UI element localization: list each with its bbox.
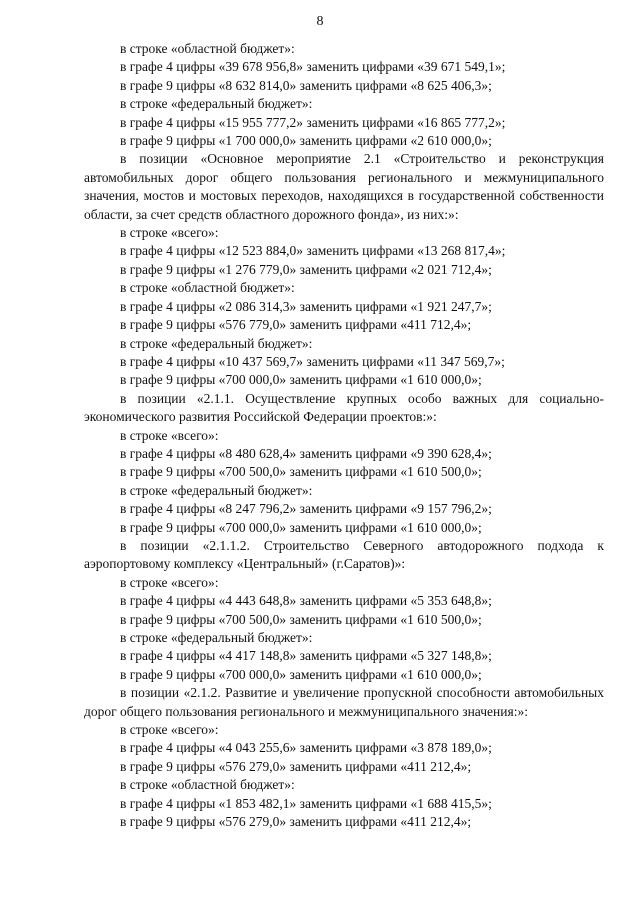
text-line: в графе 4 цифры «10 437 569,7» заменить цифрами «11 347 569,7»; [120,353,505,369]
text-line: в графе 4 цифры «15 955 777,2» заменить цифрами «16 865 777,2»; [120,114,506,130]
document-body [84,40,604,831]
text-line: в строке «федеральный бюджет»: [120,96,313,112]
text-line: в графе 9 цифры «700 000,0» заменить цифрами «1 610 000,0»; [120,519,482,535]
text-line: в графе 9 цифры «700 000,0» заменить цифрами «1 610 000,0»; [120,666,482,682]
text-line: в графе 4 цифры «2 086 314,3» заменить цифрами «1 921 247,7»; [120,298,492,314]
text-line: в графе 4 цифры «12 523 884,0» заменить цифрами «13 268 817,4»; [120,243,506,259]
text-line: в строке «всего»: [120,427,219,443]
text-line: в строке «федеральный бюджет»: [120,335,313,351]
text-line: в графе 4 цифры «1 853 482,1» заменить цифрами «1 688 415,5»; [120,795,492,811]
text-line: в графе 9 цифры «700 500,0» заменить цифрами «1 610 500,0»; [120,464,482,480]
text-line: в строке «областной бюджет»: [120,777,295,793]
text-line: в строке «всего»: [120,574,219,590]
text-line: в строке «федеральный бюджет»: [120,482,313,498]
text-line: в строке «федеральный бюджет»: [120,630,313,645]
paragraph: в позиции «2.1.1. Осуществление крупных особо важных для социально-экономического развития Российской Федерации проектов:»: [84,390,604,425]
text-line: в строке «всего»: [120,225,219,241]
text-line: в графе 4 цифры «4 417 148,8» заменить цифрами «5 327 148,8»; [120,648,492,664]
paragraph: в позиции «2.1.2. Развитие и увеличение пропускной способности автомобильных дорог общего пользования регионального и межмуниципального значения:»: [84,685,604,719]
page-number: 8 [316,14,324,29]
text-line: в графе 4 цифры «4 443 648,8» заменить цифрами «5 353 648,8»; [120,593,492,609]
text-line: в графе 9 цифры «700 000,0» заменить цифрами «1 610 000,0»; [120,372,482,388]
text-line: в строке «всего»: [120,722,219,738]
text-line: в строке «областной бюджет»: [120,41,295,56]
text-line: в графе 9 цифры «576 279,0» заменить цифрами «411 212,4»; [120,758,472,774]
text-line: в графе 9 цифры «576 779,0» заменить цифрами «411 712,4»; [120,317,472,333]
text-line: в графе 9 цифры «700 500,0» заменить цифрами «1 610 500,0»; [120,611,482,627]
text-line: в строке «областной бюджет»: [120,280,295,296]
text-line: в графе 9 цифры «1 700 000,0» заменить цифрами «2 610 000,0»; [120,133,492,149]
text-line: в графе 4 цифры «4 043 255,6» заменить цифрами «3 878 189,0»; [120,740,492,756]
text-line: в графе 9 цифры «8 632 814,0» заменить цифрами «8 625 406,3»; [120,77,492,93]
text-line: в графе 4 цифры «39 678 956,8» заменить цифрами «39 671 549,1»; [120,59,506,75]
text-line: в графе 4 цифры «8 480 628,4» заменить цифрами «9 390 628,4»; [120,445,492,461]
paragraph: в позиции «2.1.1.2. Строительство Северного автодорожного подхода к аэропортовому комплексу «Центральный» (г.Саратов)»: [84,537,604,572]
text-line: в графе 9 цифры «576 279,0» заменить цифрами «411 212,4»; [120,814,472,830]
paragraph: в позиции «Основное мероприятие 2.1 «Строительство и реконструкция автомобильных дорог общего пользования регионального и межмуниципального значения, мостов и мостовых переходов, находящихся в государственной собственности области, за счет средств областного дорожного фонда», из них:»: [84,151,604,222]
text-line: в графе 9 цифры «1 276 779,0» заменить цифрами «2 021 712,4»; [120,261,492,277]
text-line: в графе 4 цифры «8 247 796,2» заменить цифрами «9 157 796,2»; [120,501,492,517]
